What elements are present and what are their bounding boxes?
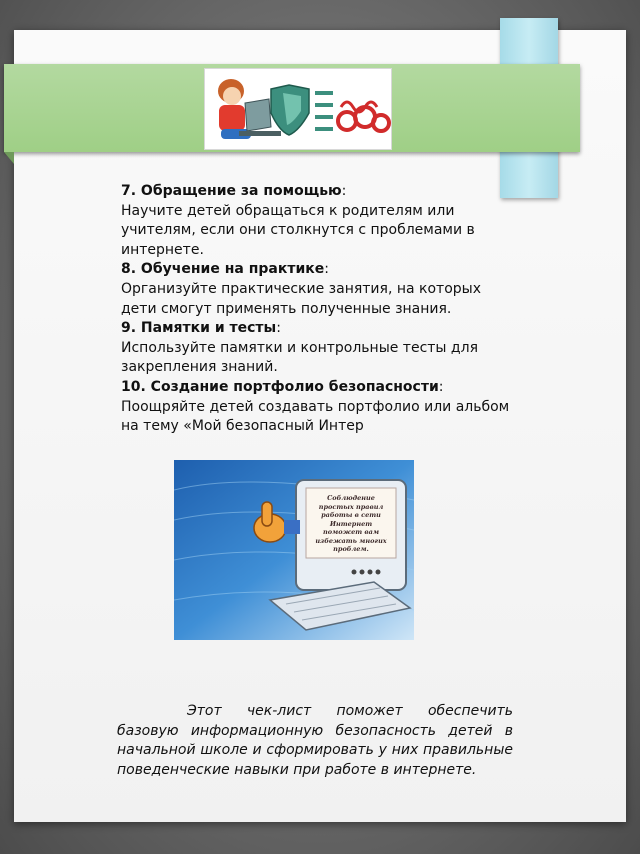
monitor-screen-text: Соблюдение простых правил работы в сети Интернет поможет вам избежать многих проблем. bbox=[315, 494, 387, 553]
item-9-title: 9. Памятки и тесты bbox=[121, 320, 277, 337]
checklist-items bbox=[121, 182, 516, 437]
item-8-heading bbox=[121, 260, 516, 280]
item-9-text: Используйте памятки и контрольные тесты для закрепления знаний. bbox=[121, 339, 478, 376]
header-logo-image bbox=[204, 68, 392, 150]
item-7-heading bbox=[121, 182, 516, 202]
banner-fold bbox=[4, 152, 14, 164]
item-7-text: Научите детей обращаться к родителям или учителям, если они столкнутся с проблемами в интернете. bbox=[121, 202, 475, 258]
computer-illustration bbox=[174, 460, 414, 640]
item-9-colon: : bbox=[276, 320, 281, 337]
item-10-text: Поощряйте детей создавать портфолио или альбом на тему «Мой безопасный Интер bbox=[121, 398, 510, 435]
item-8-colon: : bbox=[324, 261, 329, 278]
child-computer-security-illustration bbox=[205, 69, 391, 149]
conclusion-paragraph: Этот чек-лист поможет обеспечить базовую информационную безопасность детей в начальной школе и сформировать у них правильные поведенческие навыки при работе в интернете. bbox=[117, 703, 513, 778]
item-10-title: 10. Создание портфолио безопасности bbox=[121, 378, 439, 395]
item-9-heading bbox=[121, 319, 516, 339]
item-10-heading bbox=[121, 378, 516, 398]
item-8-title: 8. Обучение на практике bbox=[121, 261, 325, 278]
item-7-colon: : bbox=[341, 183, 347, 199]
item-10-colon: : bbox=[438, 378, 444, 395]
item-7-title: 7. Обращение за помощью bbox=[121, 183, 342, 199]
item-8-text: Организуйте практические занятия, на которых дети смогут применять полученные знания. bbox=[121, 280, 481, 317]
